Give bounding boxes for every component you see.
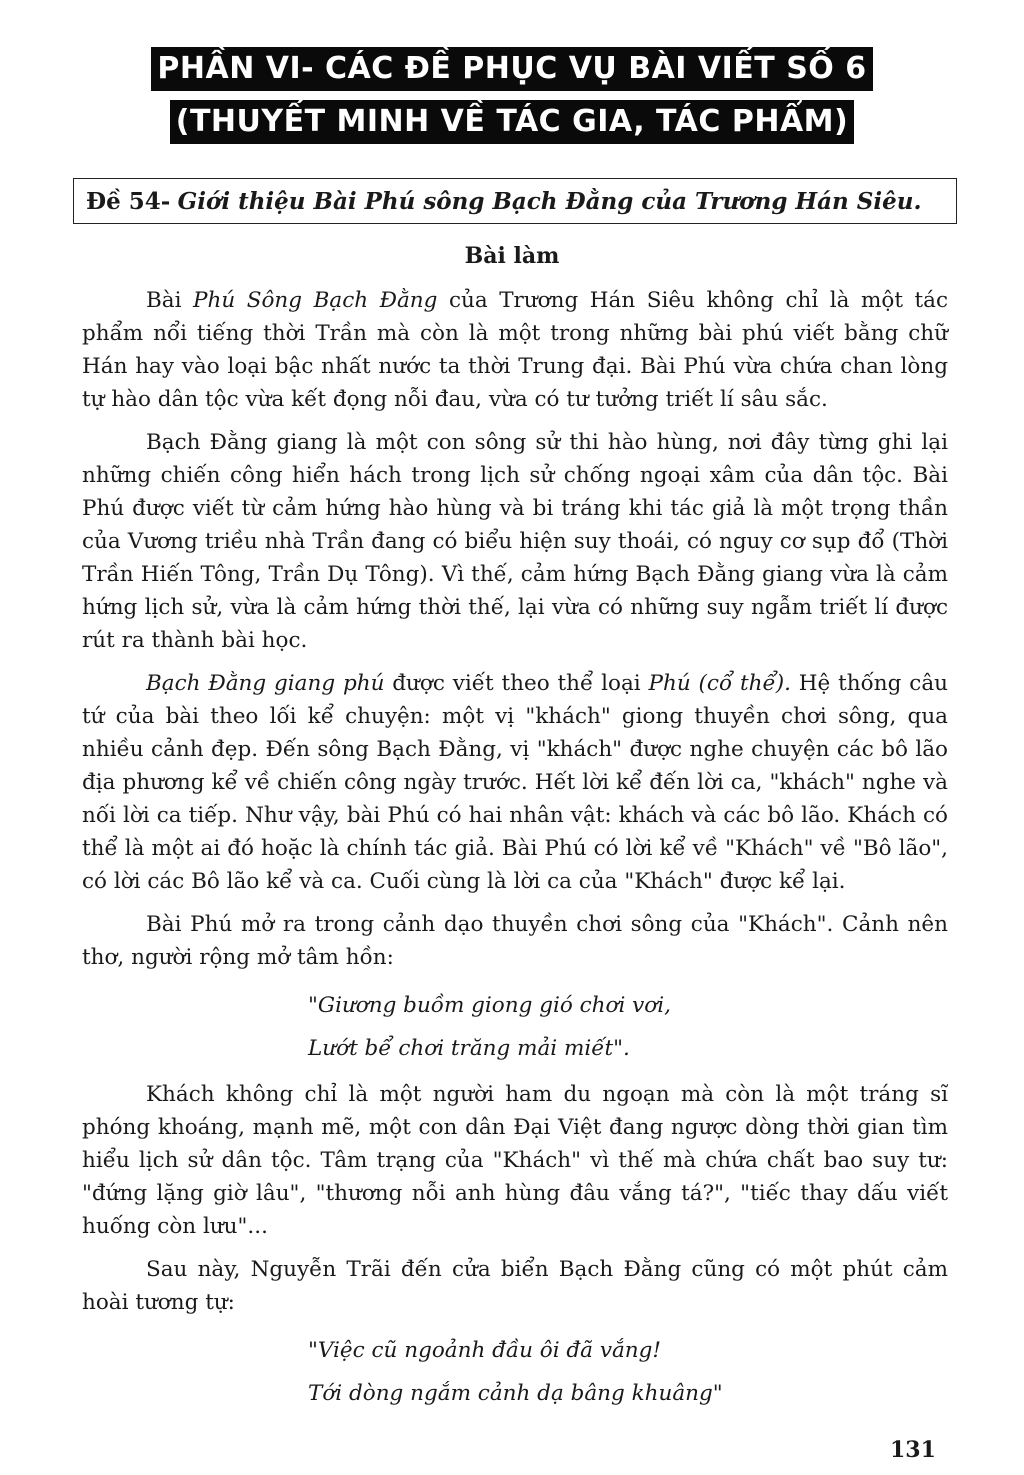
exercise-title: Giới thiệu Bài Phú sông Bạch Đằng của Trương Hán Siêu. [177,188,922,215]
p3-work-title: Bạch Đằng giang phú [146,671,385,696]
exercise-label: Đề 54- [86,188,171,215]
verse-1-line-2: Lướt bể chơi trăng mải miết". [308,1036,630,1061]
paragraph-3 [82,667,948,898]
verse-quote-1 [82,984,948,1070]
p3-text-b: được viết theo thể loại [384,671,649,696]
part-title-line-1 [0,47,1024,91]
paragraph-6: Sau này, Nguyễn Trãi đến cửa biển Bạch Đằng cũng có một phút cảm hoài tương tự: [82,1257,948,1315]
essay-body [82,284,948,1423]
p1-text-a: Bài [146,288,194,313]
part-title-text-1: PHẦN VI- CÁC ĐỀ PHỤC VỤ BÀI VIẾT SỐ 6 [151,47,872,91]
section-heading: Bài làm [464,243,560,269]
verse-2-line-1: "Việc cũ ngoảnh đầu ôi đã vắng! [308,1338,662,1363]
paragraph-5: Khách không chỉ là một người ham du ngoạn mà còn là một tráng sĩ phóng khoáng, mạnh mẽ, một con dân Đại Việt đang ngược dòng thời gian tìm hiểu lịch sử dân tộc. Tâm trạng của "Khách" vì thế mà chứa chất bao suy tư: "đứng lặng giờ lâu", "thương nỗi anh hùng đâu vắng tá?", "tiếc thay dấu viết huống còn lưu"... [82,1082,948,1239]
part-title-text-2: (THUYẾT MINH VỀ TÁC GIA, TÁC PHẨM) [170,100,855,144]
p3-text-d: Hệ thống câu tứ của bài theo lối kể chuyện: một vị "khách" giong thuyền chơi sông, qua nhiều cảnh đẹp. Đến sông Bạch Đằng, vị "khách" được nghe chuyện các bô lão địa phương kể về chiến công ngày trước. Hết lời kể đến lời ca, "khách" nghe và nối lời ca tiếp. Như vậy, bài Phú có hai nhân vật: khách và các bô lão. Khách có thể là một ai đó hoặc là chính tác giả. Bài Phú có lời kể về "Khách" về "Bô lão", có lời các Bô lão kể và ca. Cuối cùng là lời ca của "Khách" được kể lại. [82,671,948,894]
verse-2-line-2: Tới dòng ngắm cảnh dạ bâng khuâng" [308,1381,723,1406]
exercise-title-box [73,178,957,224]
paragraph-4: Bài Phú mở ra trong cảnh dạo thuyền chơi sông của "Khách". Cảnh nên thơ, người rộng mở tâm hồn: [82,912,948,970]
page-number: 131 [890,1437,936,1463]
verse-quote-2 [82,1329,948,1415]
p3-genre: Phú (cổ thể). [648,671,791,696]
p1-text-c: của Trương Hán Siêu không chỉ là một tác phẩm nổi tiếng thời Trần mà còn là một trong những bài phú viết bằng chữ Hán hay vào loại bậc nhất nước ta thời Trung đại. Bài Phú vừa chứa chan lòng tự hào dân tộc vừa kết đọng nỗi đau, vừa có tư tưởng triết lí sâu sắc. [82,288,949,412]
verse-1-line-1: "Giương buồm giong gió chơi vơi, [308,993,671,1018]
paragraph-1 [82,284,948,416]
paragraph-2: Bạch Đằng giang là một con sông sử thi hào hùng, nơi đây từng ghi lại những chiến công hiển hách trong lịch sử chống ngoại xâm của dân tộc. Bài Phú được viết từ cảm hứng hào hùng và bi tráng khi tác giả là một trọng thần của Vương triều nhà Trần đang có biểu hiện suy thoái, có nguy cơ sụp đổ (Thời Trần Hiến Tông, Trần Dụ Tông). Vì thế, cảm hứng Bạch Đằng giang vừa là cảm hứng lịch sử, vừa là cảm hứng thời thế, lại vừa có những suy ngẫm triết lí được rút ra thành bài học. [82,430,948,653]
p1-work-title: Phú Sông Bạch Đằng [193,288,438,313]
part-title-line-2 [0,100,1024,144]
